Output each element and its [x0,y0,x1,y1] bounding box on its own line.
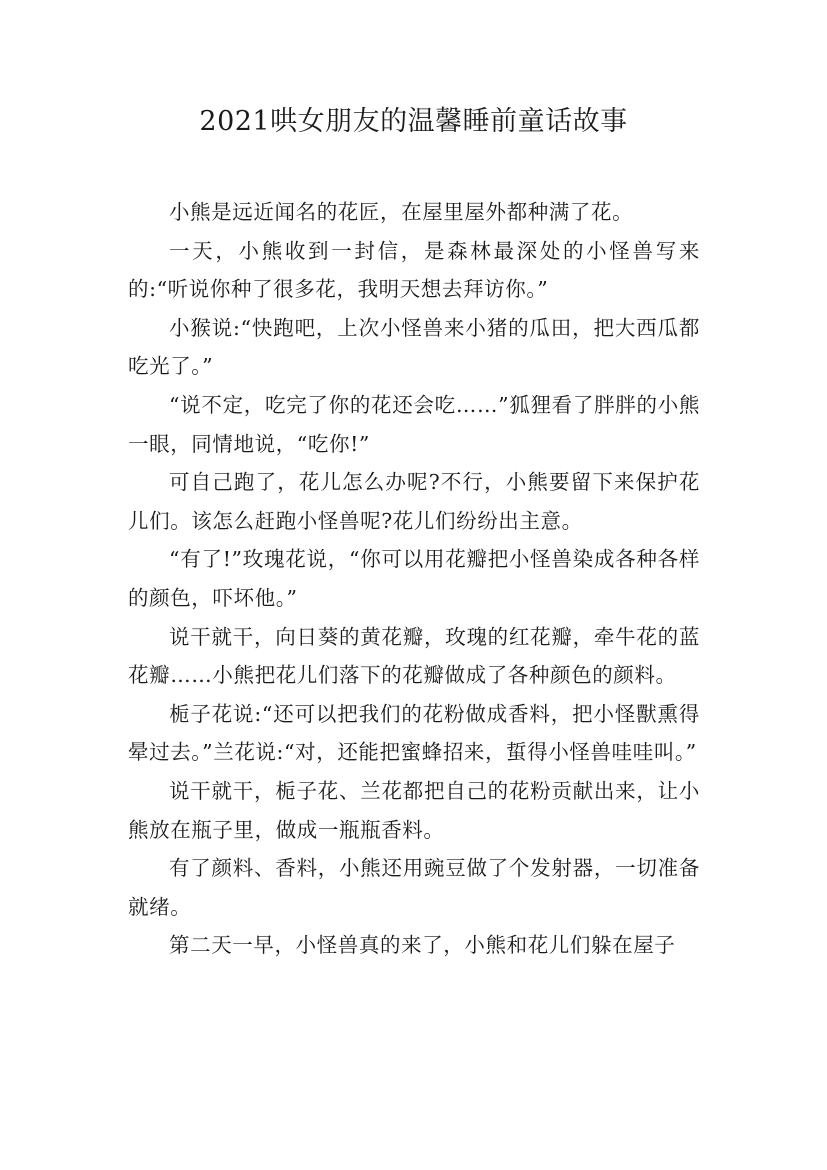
paragraph: 第二天一早，小怪兽真的来了，小熊和花儿们躲在屋子 [169,933,676,958]
document-title: 2021哄女朋友的温馨睡前童话故事 [199,106,628,137]
paragraph: 说干就干，栀子花、兰花都把自己的花粉贡献出来，让小熊放在瓶子里，做成一瓶瓶香料。 [128,778,700,842]
paragraph: 一天，小熊收到一封信，是森林最深处的小怪兽写来的:“听说你种了很多花，我明天想去拜访你。” [128,238,700,302]
paragraph: 小熊是远近闻名的花匠，在屋里屋外都种满了花。 [169,200,634,224]
paragraph: 可自己跑了，花儿怎么办呢?不行，小熊要留下来保护花儿们。该怎么赶跑小怪兽呢?花儿们纷纷出主意。 [128,470,700,533]
paragraph: “说不定，吃完了你的花还会吃……”狐狸看了胖胖的小熊一眼，同情地说，“吃你!” [128,392,700,456]
paragraph: 说干就干，向日葵的黄花瓣，玫瑰的红花瓣，牵牛花的蓝花瓣……小熊把花儿们落下的花瓣做成了各种颜色的颜料。 [128,624,700,688]
paragraph: “有了!”玫瑰花说，“你可以用花瓣把小怪兽染成各种各样的颜色，吓坏他。” [128,547,700,610]
paragraph: 小猴说:“快跑吧，上次小怪兽来小猪的瓜田，把大西瓜都吃光了。” [128,315,700,379]
document-body [128,193,700,965]
paragraph: 有了颜料、香料，小熊还用豌豆做了个发射器，一切准备就绪。 [128,856,700,919]
paragraph: 栀子花说:“还可以把我们的花粉做成香料，把小怪獸熏得晕过去。”兰花说:“对，还能把蜜蜂招来，蜇得小怪兽哇哇叫。” [128,701,700,765]
